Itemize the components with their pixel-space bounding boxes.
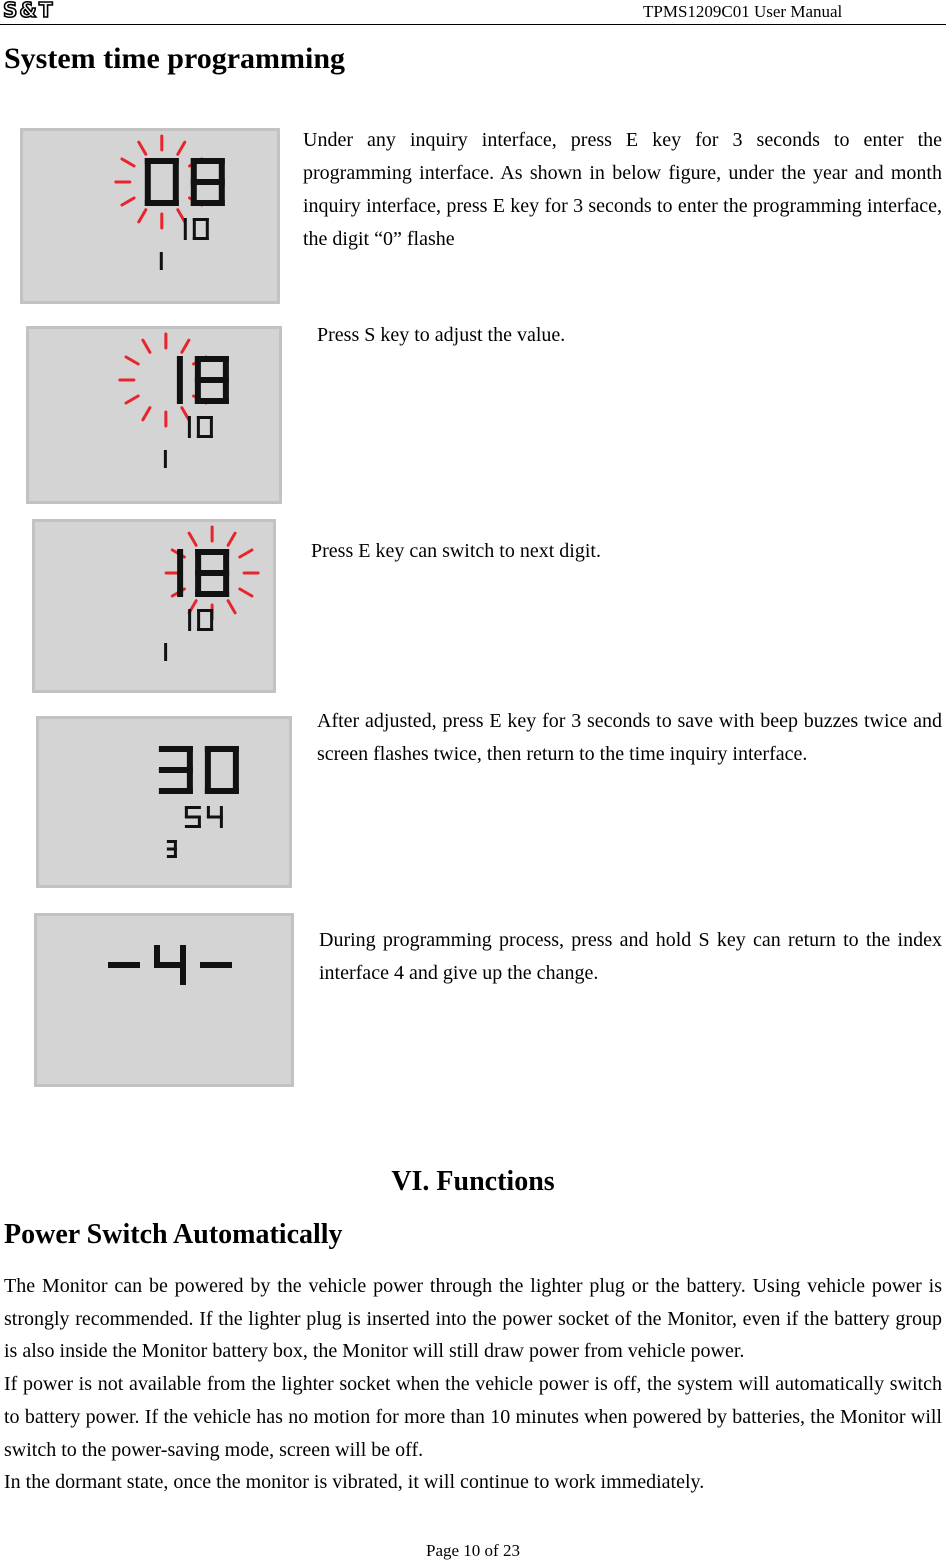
page-header: [0, 0, 946, 26]
lcd-screen: [33, 520, 275, 692]
body-paragraph-1: The Monitor can be powered by the vehicle power through the lighter plug or the battery. Using vehicle power is strongly recommended. If the lighter plug is inserted into the power socket of the Monitor, even if the battery group is also inside the Monitor battery box, the Monitor will still draw power from vehicle power.: [4, 1275, 942, 1363]
body-paragraph-2: If power is not available from the lighter socket when the vehicle power is off, the system will automatically switch to battery power. If the vehicle has no motion for more than 10 minutes when powered by batteries, the Monitor will switch to the power-saving mode, screen will be off.: [4, 1373, 942, 1461]
lcd-screen: [21, 129, 279, 303]
manual-title: TPMS1209C01 User Manual: [643, 2, 843, 21]
header-divider: [0, 24, 946, 25]
lcd-display-3: [32, 519, 276, 693]
lcd-figure-5: [34, 913, 294, 1087]
chapter-title: VI. Functions: [391, 1166, 555, 1197]
section-title: System time programming: [4, 42, 346, 75]
page-number: Page 10 of 23: [426, 1541, 520, 1560]
lcd-figure-3: [32, 519, 276, 693]
step-5-text: During programming process, press and hold S key can return to the index interface 4 and give up the change.: [319, 929, 942, 984]
lcd-display-1: [20, 128, 280, 304]
lcd-index-value: [164, 643, 167, 661]
step-4-text: After adjusted, press E key for 3 seconds to save with beep buzzes twice and screen flashes twice, then return to the time inquiry interface.: [317, 710, 942, 765]
lcd-display-2: [26, 326, 282, 504]
lcd-index-value: [160, 252, 163, 270]
lcd-figure-4: [36, 716, 292, 888]
lcd-display-4: [36, 716, 292, 888]
lcd-screen: [37, 717, 291, 887]
lcd-display-5: [34, 913, 294, 1087]
step-1-text: Under any inquiry interface, press E key for 3 seconds to enter the programming interface. As shown in below figure, under the year and month inquiry interface, press E key for 3 seconds to enter the programming interface, the digit “0” flashe: [303, 129, 942, 250]
step-2-text: Press S key to adjust the value.: [317, 324, 566, 346]
step-3-text: Press E key can switch to next digit.: [311, 540, 601, 562]
body-text: [4, 1270, 942, 1499]
company-logo: [2, 0, 72, 20]
lcd-index-value: [164, 450, 167, 468]
lcd-figure-1: [20, 128, 280, 304]
lcd-index-value: [167, 840, 177, 858]
body-paragraph-3: In the dormant state, once the monitor is vibrated, it will continue to work immediately.: [4, 1471, 705, 1494]
lcd-screen: [27, 327, 281, 503]
company-logo-text: S&T: [3, 0, 55, 20]
subsection-title: Power Switch Automatically: [4, 1219, 343, 1250]
lcd-screen: [35, 914, 293, 1086]
lcd-figure-2: [26, 326, 282, 504]
